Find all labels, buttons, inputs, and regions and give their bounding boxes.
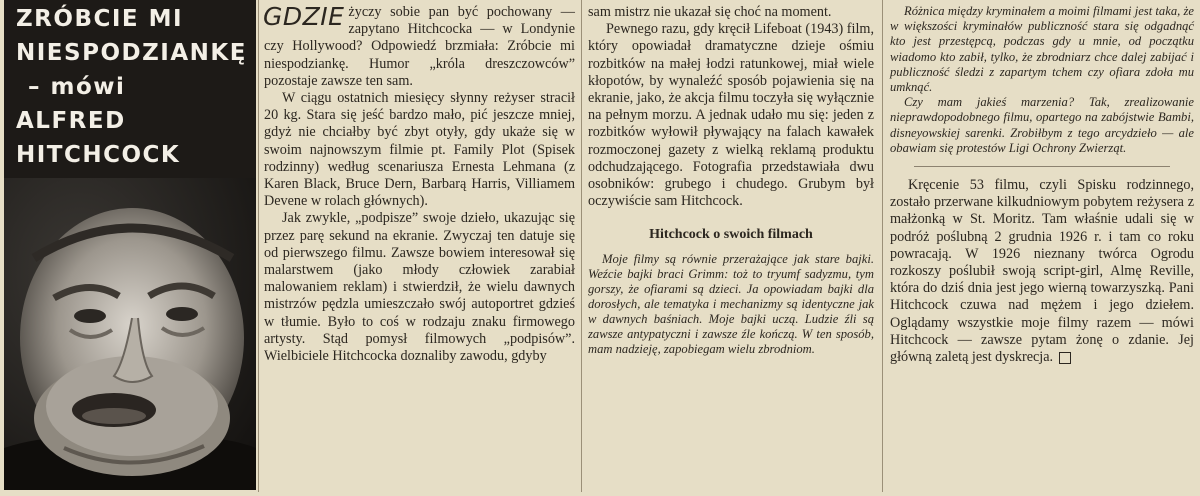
headline [16, 2, 252, 172]
column-rule [258, 0, 259, 492]
paragraph-text: Kręcenie 53 filmu, czyli Spisku rodzinnego, zostało przerwane kilkudniowym pobytem reżysera z małżonką w St. Moritz. Tam właśnie udali się w podróż poślubną 2 grudnia 1926 r. i tam co roku powracają. W 1926 nieznany twórca Ogrodu rozkoszy poślubił swoją script-girl, Almę Reville, która do dziś dnia jest jego wierną towarzyszką. Pani Hitchcock czuwa nad mężem i jego dziełem. Oglądamy wszystkie moje filmy razem — mówi Hitchcock — zawsze pytam żonę o zdanie. Jej główną zaletą jest dyskrecja. [890, 177, 1194, 366]
quote-paragraph: Różnica między kryminałem a moimi filmami jest taka, że w większości kryminałów publiczność stara się odgadnąć kto jest przestępcą, podczas gdy u mnie, od początku wiadomo kto zabił, tylko, że zbrodniarz chce dalej zabijać i publiczność śledzi z zapartym tchem czy ofiara zdoła mu umknąć. [890, 4, 1194, 95]
article-paragraph [890, 177, 1194, 366]
column-rule [882, 0, 883, 492]
headline-line: ZRÓBCIE MI [16, 6, 184, 32]
article-paragraph: sam mistrz nie ukazał się choć na moment. [588, 4, 832, 20]
headline-line: – mówi [28, 74, 126, 100]
hitchcock-portrait-photo [4, 178, 256, 490]
article-paragraph: Jak zwykle, „podpisze” swoje dzieło, ukazując się przez parę sekund na ekranie. Zwyczaj ten datuje się od pierwszego filmu. Zawsze bowiem interesował się malarstwem (jako młody człowiek zarabiał malowaniem reklam) i stwierdził, że wielu dawnych mistrzów pędzla umieszczało swój autoportret gdzieś w tłumie. Było to coś w rodzaju znaku firmowego artysty. Stąd pomysł filmowych „podpisów”. Wielbiciele Hitchcocka doznaliby zawodu, gdyby [264, 210, 575, 365]
section-divider [914, 166, 1170, 167]
paragraph-text: życzy sobie pan być pochowany — zapytano Hitchcocka — w Londynie czy Hollywood? Odpowiedź brzmiała: Zróbcie mi niespodziankę. Humor „króla dreszczowców” pozostaje zawsze ten sam. [264, 4, 575, 89]
article-column-3 [890, 4, 1194, 366]
column-rule [581, 0, 582, 492]
article-body [890, 177, 1194, 366]
section-subheading: Hitchcock o swoich filmach [649, 227, 813, 243]
title-panel [4, 0, 256, 490]
lead-word: GDZIE [263, 2, 345, 31]
headline-line: HITCHCOCK [16, 142, 181, 168]
headline-line: ALFRED [16, 108, 126, 134]
article-column-2 [588, 4, 874, 357]
quote-paragraph: Moje filmy są równie przerażające jak stare bajki. Weźcie bajki braci Grimm: toż to tryumf sadyzmu, tym gorszy, że ofiarami są dzieci. Ja opowiadam bajki dla dorosłych, ale tematyka i mechanizmy są identyczne jak w dawnych baśniach. Moje bajki uczą. Ludzie źli są zawsze antypatyczni i zawsze źle kończą. W ten sposób, mam nadzieję, zapobiegam wielu zbrodniom. [588, 251, 874, 356]
article-column-1 [264, 4, 575, 365]
article-paragraph [264, 4, 575, 90]
article-paragraph: W ciągu ostatnich miesięcy słynny reżyser stracił 20 kg. Stara się jeść bardzo mało, pić jeszcze mniej, gdyż nie chciałby być zbyt otyły, gdy ukaże się w swoim najnowszym filmie pt. Family Plot (Spisek rodzinny) według scenariusza Ernesta Lehmana (z Karen Black, Bruce Dern, Barbarą Harris, Villiamem Devene w rolach głównych). [264, 90, 575, 210]
headline-line: NIESPODZIANKĘ [16, 40, 247, 66]
quote-paragraph: Czy mam jakieś marzenia? Tak, zrealizowanie nieprawdopodobnego filmu, opartego na zabójstwie Bambi, disneyowskiej sarenki. Zrobiłbym z tego arcydzieło — ale obawiam się protestów Ligi Ochrony Zwierząt. [890, 95, 1194, 155]
quote-block [588, 252, 874, 357]
end-of-article-mark-icon [1059, 352, 1071, 364]
quote-block [890, 4, 1194, 156]
article-paragraph: Pewnego razu, gdy kręcił Lifeboat (1943) film, który opowiadał dramatyczne dzieje ośmiu rozbitków na małej łodzi ratunkowej, miał wiele kłopotów, by wynaleźć sposób pojawienia się na ekranie, jako, że akcja filmu toczyła się wyłącznie na pełnym morzu. A jednak udało mu się: jeden z rozbitków wyłowił pływający na falach kawałek rozmoczonej gazety z wielką reklamą produktu odchudzającego. Fotografia przedstawiała dwu osobników: grubego i chudego. Grubym był oczywiście sam Hitchcock. [588, 21, 874, 210]
